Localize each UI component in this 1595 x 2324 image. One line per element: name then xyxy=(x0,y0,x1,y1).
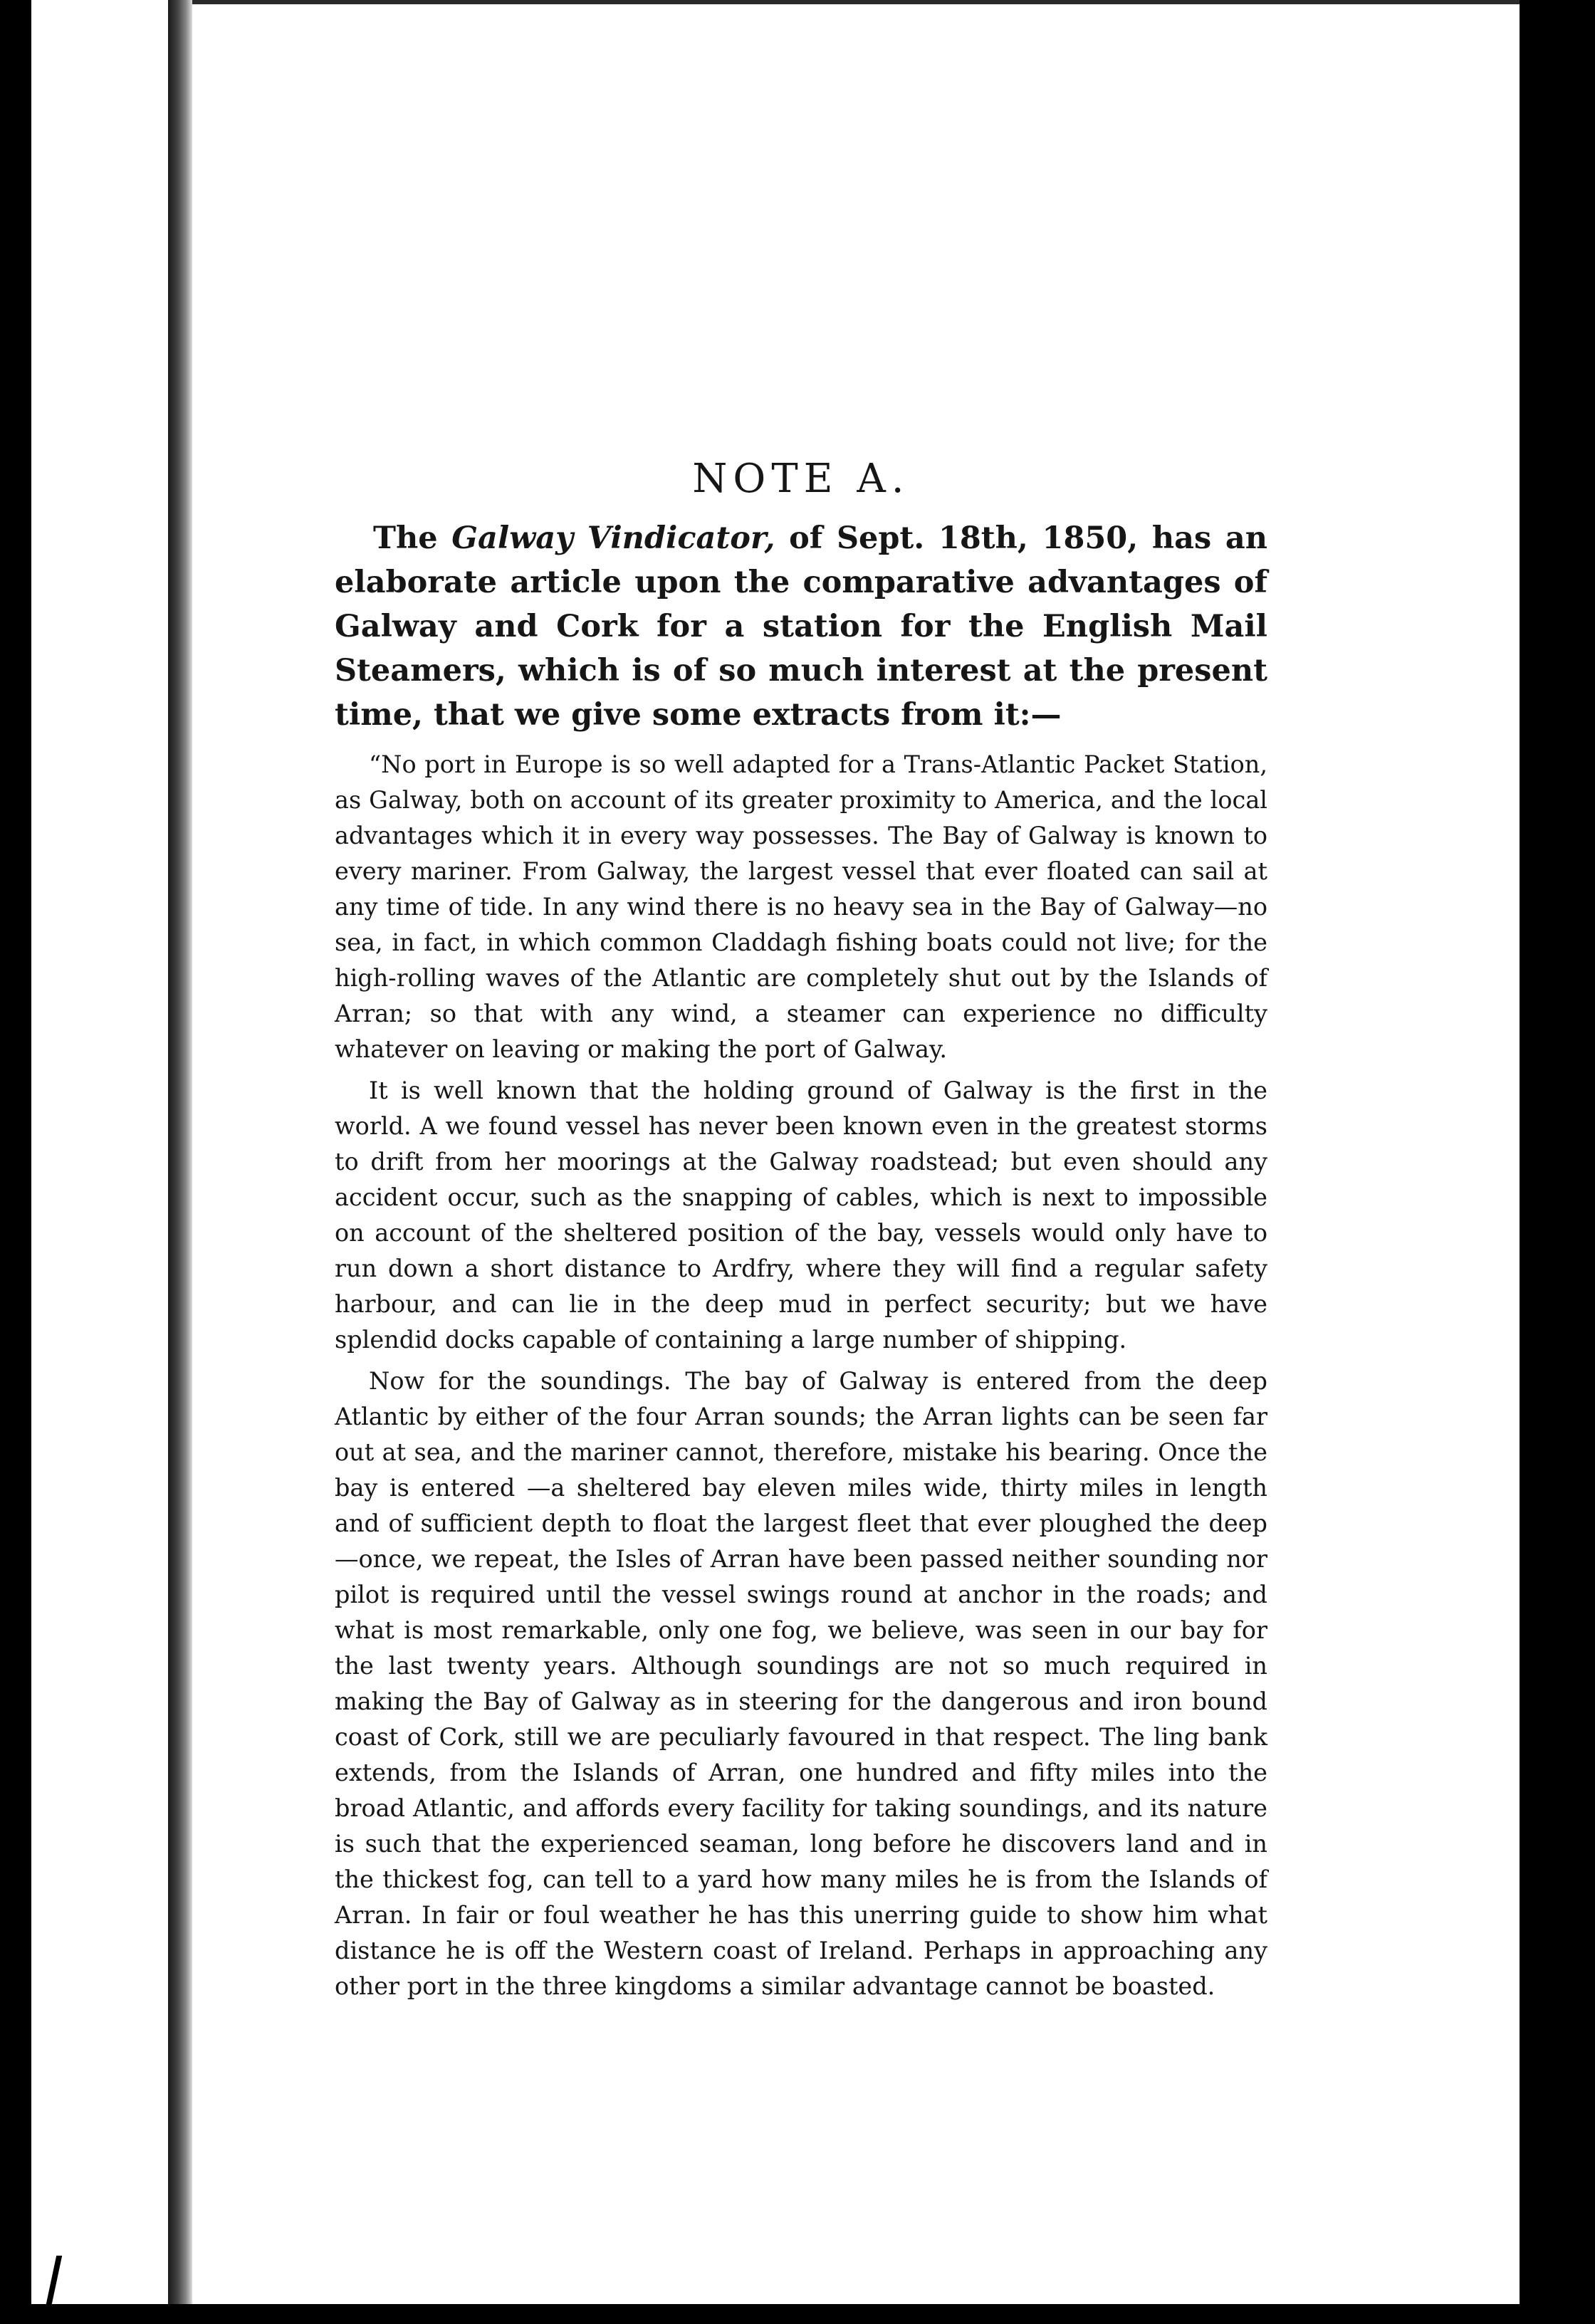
intro-paragraph xyxy=(335,516,1267,737)
intro-lead: The xyxy=(373,520,438,556)
quote-paragraph-1: “No port in Europe is so well adapted for a Trans-Atlantic Packet Station, as Galway, both on account of its greater proximity to America, and the local advantages which it in every way possesses. The Bay of Galway is known to every mariner. From Galway, the largest vessel that ever floated can sail at any time of tide. In any wind there is no heavy sea in the Bay of Galway—no sea, in fact, in which common Claddagh fishing boats could not live; for the high-rolling waves of the Atlantic are completely shut out by the Islands of Arran; so that with any wind, a steamer can experience no difficulty whatever on leaving or making the port of Galway. xyxy=(335,750,1267,1063)
intro-body: of Sept. 18th, 1850, has an elaborate article upon the comparative advantages of Galway and Cork for a station for the English Mail Steamers, which is of so much interest at the present time, that we give some extracts from it:— xyxy=(335,520,1267,733)
quote-paragraph-2: It is well known that the holding ground of Galway is the first in the world. A we found vessel has never been known even in the greatest storms to drift from her moorings at the Galway roadstead; but even should any accident occur, such as the snapping of cables, which is next to impossible on account of the sheltered position of the bay, vessels would only have to run down a short distance to Ardfry, where they will find a regular safety harbour, and can lie in the deep mud in perfect security; but we have splendid docks capable of containing a large number of shipping. xyxy=(335,1077,1267,1354)
page-corner-mark xyxy=(46,2256,62,2304)
scan-border-top xyxy=(192,0,1520,4)
scan-border-right xyxy=(1520,0,1595,2324)
scan-border-bottom xyxy=(0,2304,1595,2324)
scan-border-left xyxy=(0,0,31,2324)
binding-shadow xyxy=(168,0,192,2324)
text-column xyxy=(335,456,1267,2004)
quote-paragraph-3: Now for the soundings. The bay of Galway is entered from the deep Atlantic by either of the four Arran sounds; the Arran lights can be seen far out at sea, and the mariner cannot, therefore, mistake his bearing. Once the bay is entered —a sheltered bay eleven miles wide, thirty miles in length and of sufficient depth to float the largest fleet that ever ploughed the deep—once, we repeat, the Isles of Arran have been passed neither sounding nor pilot is required until the vessel swings round at anchor in the roads; and what is most remarkable, only one fog, we believe, was seen in our bay for the last twenty years. Although soundings are not so much required in making the Bay of Galway as in steering for the dangerous and iron bound coast of Cork, still we are peculiarly favoured in that respect. The ling bank extends, from the Islands of Arran, one hundred and fifty miles into the broad Atlantic, and affords every facility for taking soundings, and its nature is such that the experienced seaman, long before he discovers land and in the thickest fog, can tell to a yard how many miles he is from the Islands of Arran. In fair or foul weather he has this unerring guide to show him what distance he is off the Western coast of Ireland. Perhaps in approaching any other port in the three kingdoms a similar advantage cannot be boasted. xyxy=(335,1367,1267,2000)
publication-name: Galway Vindicator, xyxy=(451,520,775,556)
note-heading: NOTE A. xyxy=(692,456,910,502)
scan-border-left-gap xyxy=(31,0,41,2324)
